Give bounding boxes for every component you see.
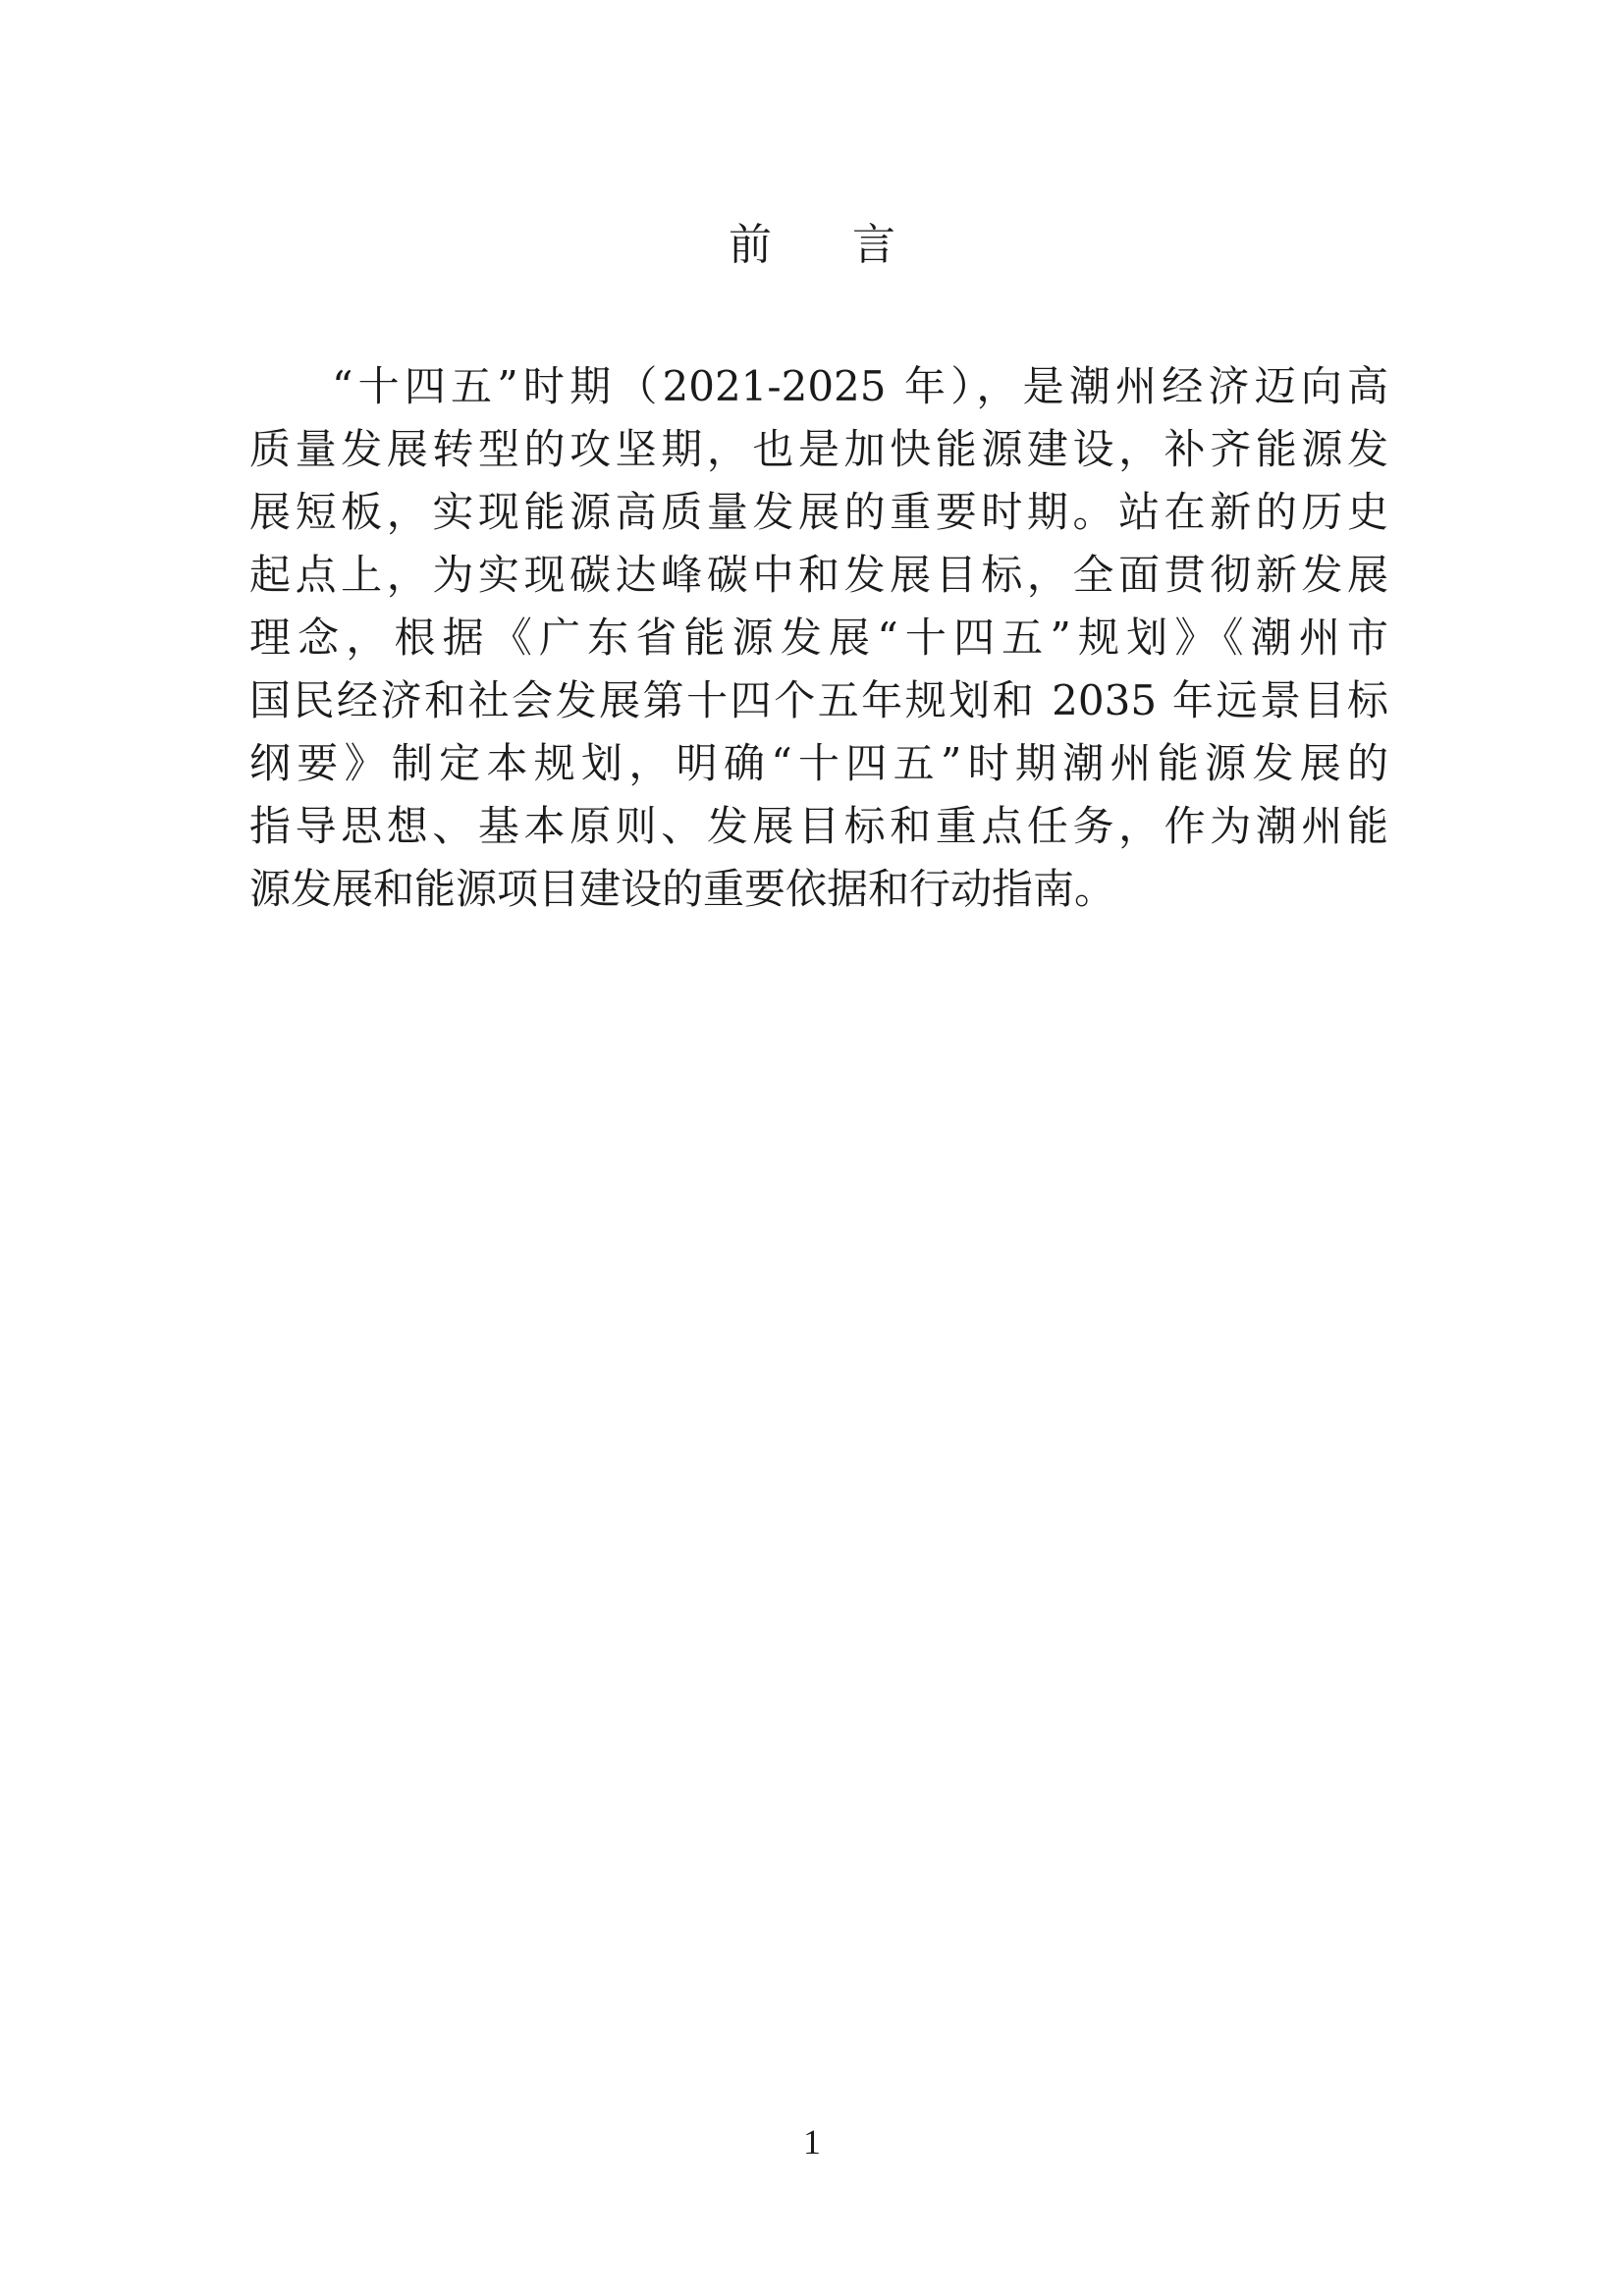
paragraph-line: 质量发展转型的攻坚期，也是加快能源建设，补齐能源发: [249, 425, 1388, 473]
paragraph-line: 指导思想、基本原则、发展目标和重点任务，作为潮州能: [249, 802, 1388, 850]
page-number: 1: [803, 2122, 821, 2162]
paragraph-line: “十四五”时期（2021-2025 年），是潮州经济迈向高: [332, 362, 1388, 410]
paragraph-line: 理念，根据《广东省能源发展“十四五”规划》《潮州市: [249, 614, 1388, 662]
paragraph-line: 起点上，为实现碳达峰碳中和发展目标，全面贯彻新发展: [249, 551, 1388, 599]
paragraph-line: 纲要》制定本规划，明确“十四五”时期潮州能源发展的: [249, 739, 1388, 787]
paragraph-line: 源发展和能源项目建设的重要依据和行动指南。: [249, 865, 1116, 913]
paragraph-line: 展短板，实现能源高质量发展的重要时期。站在新的历史: [249, 488, 1388, 536]
preface-paragraph: [249, 355, 1388, 921]
page-title: 前 言: [729, 220, 929, 270]
paragraph-line: 国民经济和社会发展第十四个五年规划和 2035 年远景目标: [249, 676, 1388, 724]
